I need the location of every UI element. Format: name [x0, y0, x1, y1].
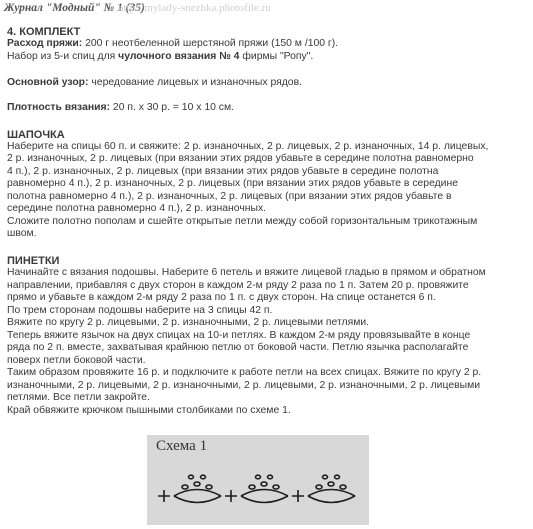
plus-symbol-icon: [292, 490, 304, 502]
crochet-schema-figure: [147, 435, 369, 525]
booties-heading: ПИНЕТКИ: [7, 255, 60, 267]
plus-symbol-icon: [158, 490, 170, 502]
density-label: Плотность вязания:: [7, 102, 111, 113]
booties-line: Теперь вяжите язычок на двух спицах на 10-и петлях. В каждом 2-м ряду провязывайте в конце: [7, 330, 471, 341]
booties-line: Начинайте с вязания подошвы. Наберите 6 петель и вяжите лицевой гладью в прямом и обратном: [7, 267, 486, 278]
plus-symbol-icon: [225, 490, 237, 502]
puff-stitch-icon: [241, 475, 288, 502]
hat-line: 2 р. изнаночных, 2 р. лицевых (при вязании этих рядов убавьте в середине полотна равномерно: [7, 153, 474, 164]
density-line: [7, 102, 234, 114]
booties-line: поверх петли боковой части.: [7, 355, 146, 366]
yarn-label: Расход пряжи:: [7, 38, 83, 49]
booties-line: По трем сторонам подошвы наберите на 3 спицы 42 п.: [7, 305, 273, 316]
hat-line: Сложите полотно пополам и сшейте открытые петли между собой горизонтальным трикотажным: [7, 216, 478, 227]
puff-stitch-icon: [174, 475, 221, 502]
yarn-text: 200 г неотбеленной шерстяной пряжи (150 м /100 г).: [82, 38, 339, 49]
hat-heading: ШАПОЧКА: [7, 129, 65, 141]
pattern-text: чередование лицевых и изнаночных рядов.: [88, 77, 302, 88]
hat-line: 4 п.), 2 р. изнаночных, 2 р. лицевых (при вязании этих рядов убавьте в середине полотна: [7, 166, 439, 177]
hat-line: полотна равномерно 4 п.), 2 р. изнаночных, 2 р. лицевых (при вязании этих рядов убавьте в: [7, 191, 452, 202]
booties-line: Край обвяжите крючком пышными столбиками по схеме 1.: [7, 405, 291, 416]
booties-line: направлении, прибавляя с двух сторон в каждом 2-м ряду 2 раза по 1 п. Затем 20 р. провяжите: [7, 280, 469, 291]
booties-line: ряда по 2 п. вместе, захватывая крайнюю петлю от боковой части. Петлю язычка располагайте: [7, 342, 469, 353]
crochet-chart-symbols: [147, 435, 369, 525]
booties-line: Таким образом провяжите 16 р. и подключите к работе петли на всех спицах. Вяжите по кругу 2 р.: [7, 367, 482, 378]
needles-line: [7, 51, 313, 63]
yarn-line: [7, 38, 338, 50]
density-text: 20 п. х 30 р. = 10 х 10 см.: [110, 102, 235, 113]
watermark-url: http://mylady-snezhka.photofile.ru: [118, 2, 271, 14]
booties-line: изнаночными, 2 р. лицевыми, 2 р. изнаночными, 2 р. лицевыми, 2 р. изнаночными, 2 р. лицевыми: [7, 380, 481, 391]
needles-pre: Набор из 5-и спиц для: [7, 51, 119, 62]
puff-stitch-icon: [308, 475, 355, 502]
needles-post: фирмы "Ропу".: [239, 51, 314, 62]
booties-line: петлями. Все петли закройте.: [7, 392, 150, 403]
hat-line: Наберите на спицы 60 п. и свяжите: 2 р. изнаночных, 2 р. лицевых, 2 р. изнаночных, 14 р. лицевых,: [7, 141, 489, 152]
booties-line: прямо и убавьте в каждом 2-м ряду 2 раза по 1 п. с двух сторон. На спице останется 6 п.: [7, 292, 436, 303]
journal-title: Журнал "Модный" № 1 (35): [4, 2, 145, 14]
pattern-label: Основной узор:: [7, 77, 89, 88]
booties-line: Вяжите по кругу 2 р. лицевыми, 2 р. изнаночными, 2 р. лицевыми петлями.: [7, 317, 370, 328]
kit-heading: 4. КОМПЛЕКТ: [7, 26, 81, 38]
needles-bold: чулочного вязания № 4: [118, 51, 240, 62]
hat-line: равномерно 4 п.), 2 р. изнаночных, 2 р. лицевых (при вязании этих рядов убавьте в середине: [7, 178, 459, 189]
hat-line: середине полотна равномерно 4 п.), 2 р. изнаночных.: [7, 203, 267, 214]
schema-title: Схема 1: [156, 438, 208, 454]
pattern-line: [7, 77, 302, 89]
hat-line: швом.: [7, 228, 37, 239]
